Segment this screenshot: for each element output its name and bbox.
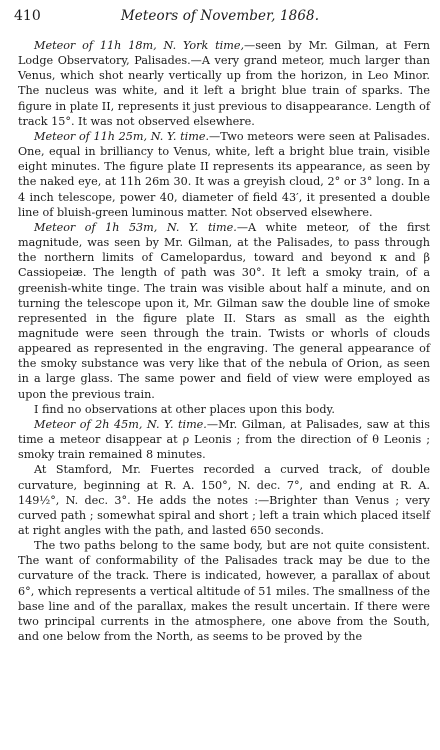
paragraph-no-observations <box>18 402 430 417</box>
paragraph-two-paths <box>18 538 430 644</box>
page-number: 410 <box>14 8 41 24</box>
paragraph-text: The two paths belong to the same body, but are not quite consistent. The want of conformability of the Palisades track may be due to the curvature of the track. There is indicated, however, a parallax of about 6°, which represents a vertical altitude of 51 miles. The smallness of the base line and of the parallax, makes the result uncertain. If there were two principal currents in the atmosphere, one above from the South, and one below from the North, as seems to be proved by the <box>18 539 430 644</box>
paragraph-meteor-11h25m <box>18 129 430 220</box>
paragraph-lead: Meteor of 11h 18m, N. York time, <box>34 39 245 52</box>
paragraph-meteor-1h53m <box>18 220 430 402</box>
paragraph-lead: Meteor of 11h 25m, N. Y. time. <box>34 129 210 143</box>
paragraph-text: —seen by Mr. Gilman, at Fern Lodge Observatory, Palisades.—A very grand meteor, much larger than Venus, which shot nearly vertically up from the horizon, in Leo Minor. The nucleus was white, and it left a bright blue train of sparks. The figure in plate II, represents it just previous to disappearance. Length of track 15°. It was not observed elsewhere. <box>18 39 431 128</box>
paragraph-meteor-2h45m <box>18 417 430 462</box>
running-title: Meteors of November, 1868. <box>120 8 320 24</box>
body-text <box>18 38 430 644</box>
paragraph-lead: Meteor of 1h 53m, N. Y. time. <box>34 220 237 234</box>
paragraph-stamford <box>18 462 430 538</box>
paragraph-text: —Mr. Gilman, at Palisades, saw at this time a meteor disappear at ρ Leonis ; from the direction of θ Leonis ; smoky train remained 8 minutes. <box>18 417 431 462</box>
paragraph-text: At Stamford, Mr. Fuertes recorded a curved track, of double curvature, beginning at R. A. 150°, N. dec. 7°, and ending at R. A. 149½°, N. dec. 3°. He adds the notes :—Brighter than Venus ; very curved path ; somewhat spiral and short ; left a train which placed itself at right angles with the path, and lasted 650 seconds. <box>18 463 430 537</box>
page-header <box>14 8 426 30</box>
paragraph-text: —A white meteor, of the first magnitude, was seen by Mr. Gilman, at the Palisades, to pass through the northern limits of Camelopardus, toward and beyond κ and β Cassiopeiæ. The length of path was 30°. It left a smoky train, of a greenish-white tinge. The train was visible about half a minute, and on turning the telescope upon it, Mr. Gilman saw the double line of smoke represented in the figure plate II. Stars as small as the eighth magnitude were seen through the train. Twists or whorls of clouds appeared as represented in the engraving. The general appearance of the smoky substance was very like that of the nebula of Orion, as seen in a large glass. The same power and field of view were employed as upon the previous train. <box>18 220 431 401</box>
paragraph-meteor-11h18m <box>18 38 430 129</box>
paragraph-text: —Two meteors were seen at Palisades. One, equal in brilliancy to Venus, white, left a bright blue train, visible eight minutes. The figure plate II represents its appearance, as seen by the naked eye, at 11h 26m 30. It was a greyish cloud, 2° or 3° long. In a 4 inch telescope, power 40, diameter of field 43′, it presented a double line of bluish-green luminous matter. Not observed elsewhere. <box>18 129 430 219</box>
paragraph-lead: Meteor of 2h 45m, N. Y. time. <box>34 417 207 431</box>
paragraph-text: I find no observations at other places upon this body. <box>34 402 335 416</box>
